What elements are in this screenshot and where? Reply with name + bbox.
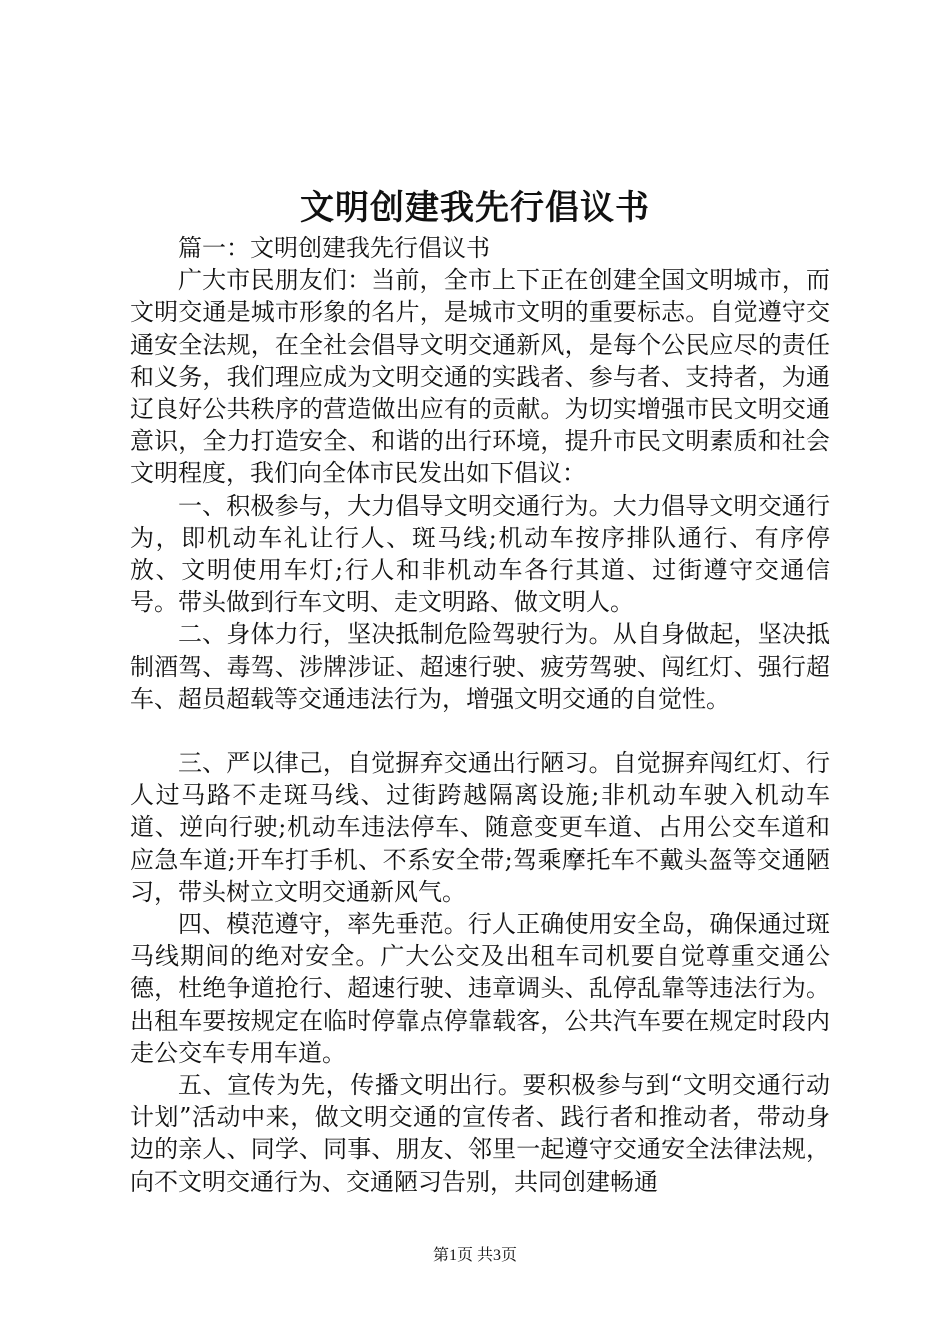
- proposal-item-3: 三、严以律己，自觉摒弃交通出行陋习。自觉摒弃闯红灯、行人过马路不走斑马线、过街跨越隔离设施;非机动车驶入机动车道、逆向行驶;机动车违法停车、随意变更车道、占用公交车道和应急车道;开车打手机、不系安全带;驾乘摩托车不戴头盔等交通陋习，带头树立文明交通新风气。: [130, 749, 830, 906]
- proposal-item-2: 二、身体力行，坚决抵制危险驾驶行为。从自身做起，坚决抵制酒驾、毒驾、涉牌涉证、超速行驶、疲劳驾驶、闯红灯、强行超车、超员超载等交通违法行为，增强文明交通的自觉性。: [130, 620, 830, 713]
- section-heading: 篇一：文明创建我先行倡议书: [178, 234, 490, 262]
- intro-paragraph: 广大市民朋友们：当前，全市上下正在创建全国文明城市，而文明交通是城市形象的名片，是城市文明的重要标志。自觉遵守交通安全法规，在全社会倡导文明交通新风，是每个公民应尽的责任和义务，我们理应成为文明交通的实践者、参与者、支持者，为通辽良好公共秩序的营造做出应有的贡献。为切实增强市民文明交通意识，全力打造安全、和谐的出行环境，提升市民文明素质和社会文明程度，我们向全体市民发出如下倡议：: [130, 266, 830, 488]
- proposal-item-1: 一、积极参与，大力倡导文明交通行为。大力倡导文明交通行为，即机动车礼让行人、斑马线;机动车按序排队通行、有序停放、文明使用车灯;行人和非机动车各行其道、过街遵守交通信号。带头做到行车文明、走文明路、做文明人。: [130, 491, 830, 617]
- proposal-item-4: 四、模范遵守，率先垂范。行人正确使用安全岛，确保通过斑马线期间的绝对安全。广大公交及出租车司机要自觉尊重交通公德，杜绝争道抢行、超速行驶、违章调头、乱停乱靠等违法行为。出租车要按规定在临时停靠点停靠载客，公共汽车要在规定时段内走公交车专用车道。: [130, 910, 830, 1067]
- document-title: 文明创建我先行倡议书: [300, 188, 650, 228]
- document-body: [130, 232, 830, 1198]
- paragraph-spacer: [130, 715, 830, 747]
- page-number: 第1页 共3页: [432, 1247, 517, 1264]
- proposal-item-5: 五、宣传为先，传播文明出行。要积极参与到“文明交通行动计划”活动中来，做文明交通的宣传者、践行者和推动者，带动身边的亲人、同学、同事、朋友、邻里一起遵守交通安全法律法规，向不文明交通行为、交通陋习告别，共同创建畅通: [130, 1071, 830, 1196]
